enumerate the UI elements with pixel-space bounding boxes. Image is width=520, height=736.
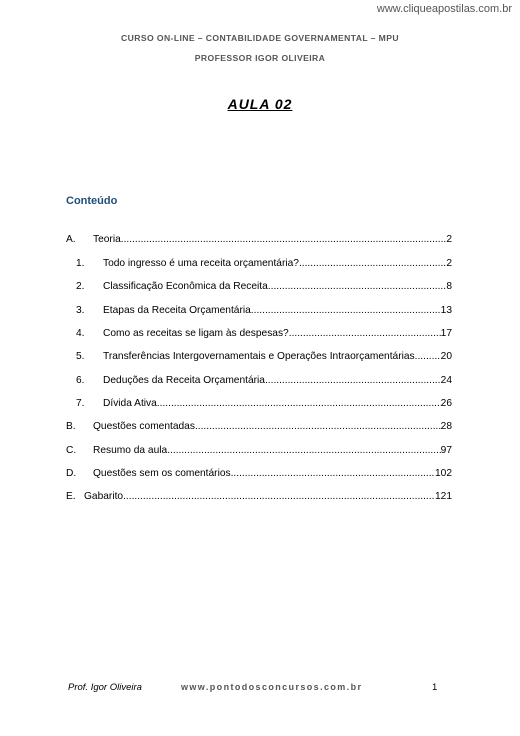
toc-leader — [123, 491, 435, 502]
toc-page: 121 — [435, 491, 452, 502]
toc-leader — [299, 258, 446, 269]
toc-leader — [289, 328, 441, 339]
toc-leader — [231, 468, 435, 479]
toc-entry[interactable] — [76, 328, 452, 342]
toc-page: 20 — [440, 351, 452, 362]
toc-marker: E. — [66, 491, 76, 502]
toc-leader — [268, 281, 447, 292]
watermark: www.cliqueapostilas.com.br — [376, 3, 512, 15]
toc-text: Questões comentadas — [93, 421, 195, 432]
toc-page: 97 — [440, 445, 452, 456]
toc-entry[interactable] — [76, 281, 452, 295]
toc-marker: A. — [66, 234, 76, 245]
professor-header: PROFESSOR IGOR OLIVEIRA — [194, 53, 326, 63]
toc-marker: 1. — [76, 258, 85, 269]
toc-marker: 7. — [76, 398, 85, 409]
toc-text: Etapas da Receita Orçamentária — [103, 305, 251, 316]
toc-text: Deduções da Receita Orçamentária — [103, 375, 265, 386]
toc-entry[interactable] — [66, 234, 452, 248]
toc-page: 28 — [440, 421, 452, 432]
toc-text: Gabarito — [84, 491, 124, 502]
footer-author: Prof. Igor Oliveira — [68, 682, 142, 693]
toc-text: Classificação Econômica da Receita — [103, 281, 268, 292]
toc-marker: B. — [66, 421, 76, 432]
toc-entry[interactable] — [76, 398, 452, 412]
toc-text: Como as receitas se ligam às despesas? — [103, 328, 289, 339]
toc-marker: 4. — [76, 328, 85, 339]
toc-marker: 5. — [76, 351, 85, 362]
toc-text: Dívida Ativa. — [103, 398, 160, 409]
toc-marker: D. — [66, 468, 77, 479]
toc-entry[interactable] — [76, 351, 452, 365]
toc-marker: C. — [66, 445, 77, 456]
toc-entry[interactable] — [76, 305, 452, 319]
course-header: CURSO ON-LINE – CONTABILIDADE GOVERNAMENTAL – MPU — [121, 33, 399, 43]
toc-text: Todo ingresso é uma receita orçamentária? — [103, 258, 299, 269]
footer-site: www.pontodosconcursos.com.br — [181, 682, 363, 692]
toc-page: 24 — [440, 375, 452, 386]
toc-marker: 3. — [76, 305, 85, 316]
toc-page: 17 — [440, 328, 452, 339]
toc-entry[interactable] — [66, 445, 452, 459]
toc-text: Teoria — [93, 234, 121, 245]
toc-leader — [265, 375, 441, 386]
toc-page: 8 — [446, 281, 452, 292]
toc-marker: 6. — [76, 375, 85, 386]
toc-leader — [121, 234, 447, 245]
toc-page: 13 — [440, 305, 452, 316]
toc-text: Questões sem os comentários — [93, 468, 231, 479]
page-title: AULA 02 — [227, 96, 293, 112]
toc-page: 2 — [446, 258, 452, 269]
toc-entry[interactable] — [66, 421, 452, 435]
footer-page-number: 1 — [432, 682, 438, 693]
toc-leader — [251, 305, 441, 316]
toc-marker: 2. — [76, 281, 85, 292]
toc-text: Resumo da aula — [93, 445, 168, 456]
toc-page: 2 — [446, 234, 452, 245]
toc-entry[interactable] — [66, 491, 452, 505]
contents-heading: Conteúdo — [66, 195, 118, 207]
toc-entry[interactable] — [76, 258, 452, 272]
toc-leader — [160, 398, 441, 409]
toc-entry[interactable] — [66, 468, 452, 482]
toc-leader — [417, 351, 440, 362]
toc-leader — [195, 421, 441, 432]
toc-entry[interactable] — [76, 375, 452, 389]
toc-page: 102 — [435, 468, 452, 479]
toc-text: Transferências Intergovernamentais e Operações Intraorçamentárias. — [103, 351, 418, 362]
toc-page: 26 — [440, 398, 452, 409]
toc-leader — [167, 445, 440, 456]
